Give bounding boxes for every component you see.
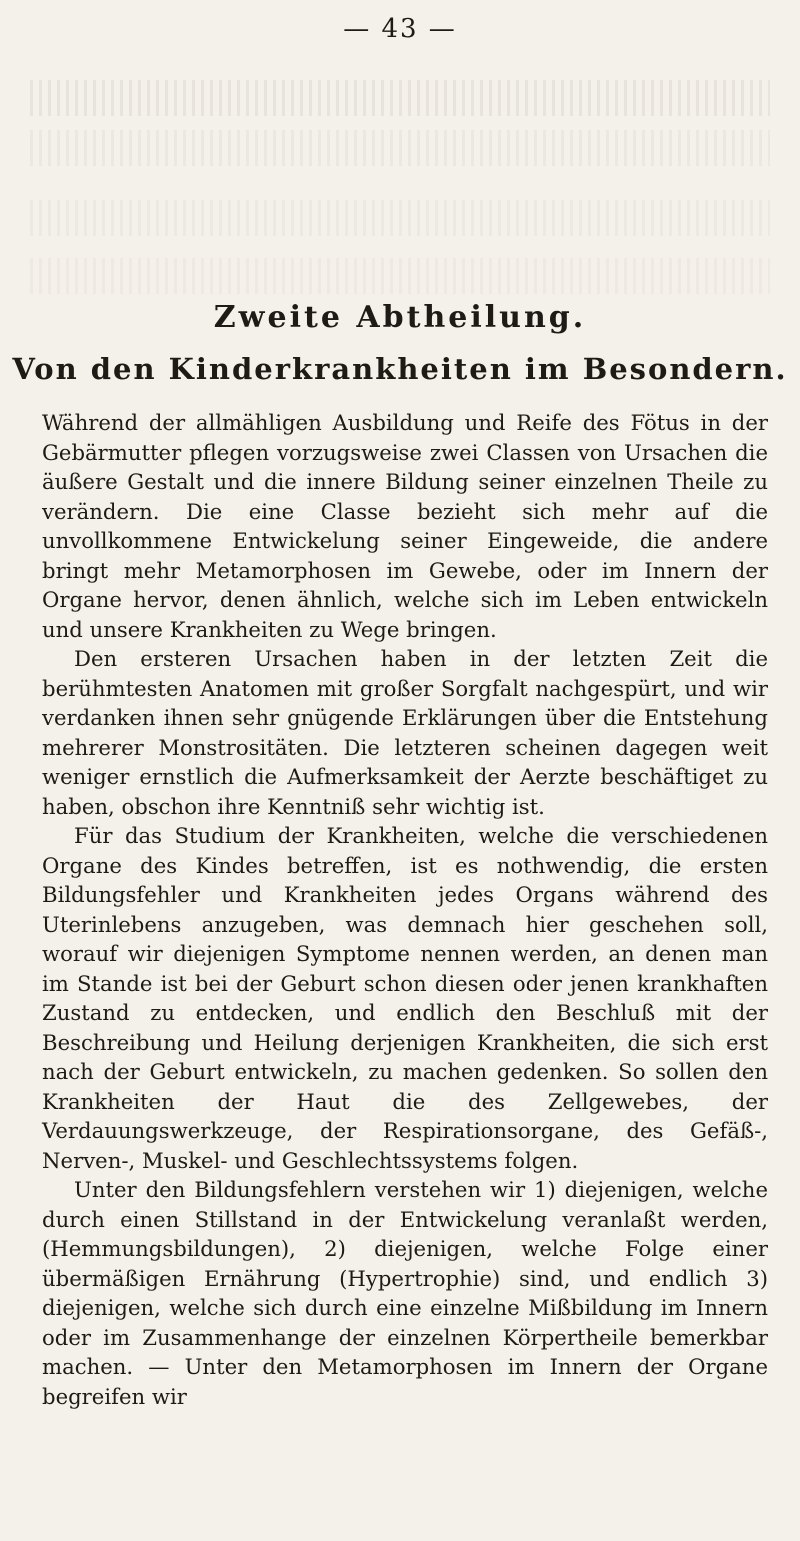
bleed-through-text <box>30 258 770 294</box>
page-number: — 43 — <box>343 14 457 44</box>
paragraph: Für das Studium der Krankheiten, welche die verschiedenen Organe des Kindes betreffen, ist es nothwendig, die ersten Bildungsfehler und Krankheiten jedes Organs während des Uterinlebens anzugeben, was demnach hier geschehen soll, worauf wir diejenigen Symptome nennen werden, an denen man im Stande ist bei der Geburt schon diesen oder jenen krankhaften Zustand zu entdecken, und endlich den Beschluß mit der Beschreibung und Heilung derjenigen Krankheiten, die sich erst nach der Geburt entwickeln, zu machen gedenken. So sollen den Krankheiten der Haut die des Zellgewebes, der Verdauungswerkzeuge, der Respirationsorgane, des Gefäß-, Nerven-, Muskel- und Geschlechtssystems folgen. <box>42 823 768 1173</box>
bleed-through-text <box>30 130 770 166</box>
section-heading: Zweite Abtheilung. <box>213 300 587 335</box>
body-text <box>42 408 768 1411</box>
bleed-through-text <box>30 80 770 116</box>
chapter-title: Von den Kinderkrankheiten im Besondern. <box>12 352 788 386</box>
paragraph: Unter den Bildungsfehlern verstehen wir 1) diejenigen, welche durch einen Stillstand in der Entwickelung veranlaßt werden, (Hemmungsbildungen), 2) diejenigen, welche Folge einer übermäßigen Ernährung (Hypertrophie) sind, und endlich 3) diejenigen, welche sich durch eine einzelne Mißbildung im Innern oder im Zusammenhange der einzelnen Körpertheile bemerkbar machen. — Unter den Metamorphosen im Innern der Organe begreifen wir <box>42 1177 768 1409</box>
paragraph: Während der allmähligen Ausbildung und Reife des Fötus in der Gebärmutter pflegen vorzugsweise zwei Classen von Ursachen die äußere Gestalt und die innere Bildung seiner einzelnen Theile zu verändern. Die eine Classe bezieht sich mehr auf die unvollkommene Entwickelung seiner Eingeweide, die andere bringt mehr Metamorphosen im Gewebe, oder im Innern der Organe hervor, denen ähnlich, welche sich im Leben entwickeln und unsere Krankheiten zu Wege bringen. <box>42 410 768 642</box>
bleed-through-text <box>30 200 770 236</box>
paragraph: Den ersteren Ursachen haben in der letzten Zeit die berühmtesten Anatomen mit großer Sorgfalt nachgespürt, und wir verdanken ihnen sehr gnügende Erklärungen über die Entstehung mehrerer Monstrositäten. Die letzteren scheinen dagegen weit weniger ernstlich die Aufmerksamkeit der Aerzte beschäftiget zu haben, obschon ihre Kenntniß sehr wichtig ist. <box>42 646 768 819</box>
